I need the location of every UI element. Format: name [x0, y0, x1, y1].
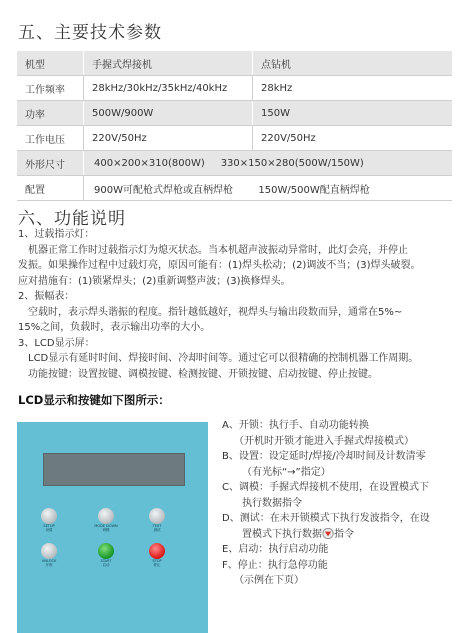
cell-dimensions: 400×200×310(800W) 330×150×280(500W/150W): [84, 151, 453, 176]
test-button[interactable]: [149, 508, 165, 524]
setup-label-en: SETUP: [43, 524, 55, 528]
list-item-f-note: （示例在下页）: [234, 575, 304, 586]
row-label: 外形尺寸: [17, 151, 84, 176]
list-item-c: C、调模：手握式焊接机不使用，在设置模式下: [222, 482, 429, 493]
table-row: [17, 101, 452, 126]
setup-label-cn: 设置: [45, 528, 53, 532]
cell-welder: 手握式焊接机: [84, 51, 253, 76]
item2-line: 空载时，表示焊头谐振的程度。指针越低越好，视焊头与输出段数而异，通常在5%~: [28, 306, 403, 318]
section-6-title: 六、功能说明: [18, 209, 126, 229]
row-label: 机型: [17, 51, 84, 76]
row-label: 功率: [17, 101, 84, 126]
spec-table: [17, 51, 452, 201]
cell-drill: 150W: [253, 101, 453, 126]
key-function-list: [222, 418, 462, 589]
function-description: [18, 227, 458, 382]
list-item-b: B、设置：设定延时/焊接/冷却时间及计数清零: [222, 451, 426, 462]
table-row: [17, 176, 452, 201]
down-arrow-icon: [322, 528, 334, 539]
cell-drill: 点钻机: [253, 51, 453, 76]
cell-welder: 28kHz/30kHz/35kHz/40kHz: [84, 76, 253, 101]
test-label-cn: 测试: [153, 528, 161, 532]
list-item-a-note: （开机时开锁才能进入手握式焊接模式）: [234, 435, 414, 447]
mode-button[interactable]: [98, 508, 114, 524]
list-item-a: A、开锁：执行手、自动功能转换: [222, 420, 369, 431]
unlock-button[interactable]: [41, 543, 57, 559]
lcd-screen: [43, 453, 185, 486]
table-row: [17, 76, 452, 101]
stop-label-cn: 停止: [153, 563, 161, 567]
control-panel-image: [17, 422, 208, 633]
mode-label-cn: 调模: [102, 528, 110, 532]
item1-line: 机器正常工作时过载指示灯为熄灭状态。当本机超声波振动异常时，此灯会亮，并停止: [28, 244, 408, 256]
item3-line: LCD显示有延时时间、焊接时间、冷却时间等。通过它可以很精确的控制机器工作周期。: [28, 353, 419, 364]
list-item-b-note: （有光标“→”指定）: [242, 466, 331, 478]
list-item-d-text-end: 指令: [334, 528, 354, 540]
cell-welder: 220V/50Hz: [84, 126, 253, 151]
row-label: 工作频率: [17, 76, 84, 101]
item2-title: 2、振幅表：: [18, 291, 75, 302]
start-label-en: START: [100, 559, 112, 563]
list-item-c-cont: 执行数据指令: [242, 497, 302, 509]
row-label: 工作电压: [17, 126, 84, 151]
item3-title: 3、LCD显示屏：: [18, 337, 95, 349]
test-label-en: TEST: [152, 524, 162, 528]
lcd-heading: LCD显示和按键如下图所示：: [18, 393, 170, 407]
unlock-label-en: UNLOCK: [41, 559, 57, 563]
cell-welder: 500W/900W: [84, 101, 253, 126]
table-row: [17, 51, 452, 76]
item1-line: 应对措施有：(1)锁紧焊头；(2)重新调整声波；(3)换修焊头。: [18, 275, 291, 287]
cell-drill: 28kHz: [253, 76, 453, 101]
stop-button[interactable]: [149, 543, 165, 559]
unlock-label-cn: 开锁: [45, 563, 53, 567]
item3-line: 功能按键：设置按键、调模按键、检测按键、开锁按键、启动按键、停止按键。: [28, 368, 378, 380]
start-button[interactable]: [98, 543, 114, 559]
cell-drill: 220V/50Hz: [253, 126, 453, 151]
table-row: [17, 151, 452, 176]
list-item-d-text: 置模式下执行数据: [242, 528, 322, 540]
item2-line: 15%之间，负载时，表示输出功率的大小。: [18, 322, 211, 333]
list-item-d: D、测试：在未开锁模式下执行发波指令，在设: [222, 513, 430, 524]
list-item-f: F、停止：执行急停功能: [222, 559, 328, 571]
stop-label-en: STOP: [152, 559, 162, 563]
item1-title: 1、过载指示灯：: [18, 229, 95, 240]
section-5-title: 五、主要技术参数: [18, 23, 162, 43]
row-label: 配置: [17, 176, 84, 201]
list-item-e: E、启动：执行启动功能: [222, 544, 329, 555]
start-label-cn: 启动: [102, 563, 110, 567]
list-item-d-cont: [222, 527, 462, 543]
item1-line: 发振。如果操作过程中过载灯亮，原因可能有：(1)焊头松动；(2)调波不当；(3)焊头破裂。: [18, 260, 421, 271]
table-row: [17, 126, 452, 151]
cell-config: 900W可配枪式焊枪或直柄焊枪 150W/500W配直柄焊枪: [84, 176, 453, 201]
mode-label-en: MODE DOWN: [94, 524, 118, 528]
setup-button[interactable]: [41, 508, 57, 524]
